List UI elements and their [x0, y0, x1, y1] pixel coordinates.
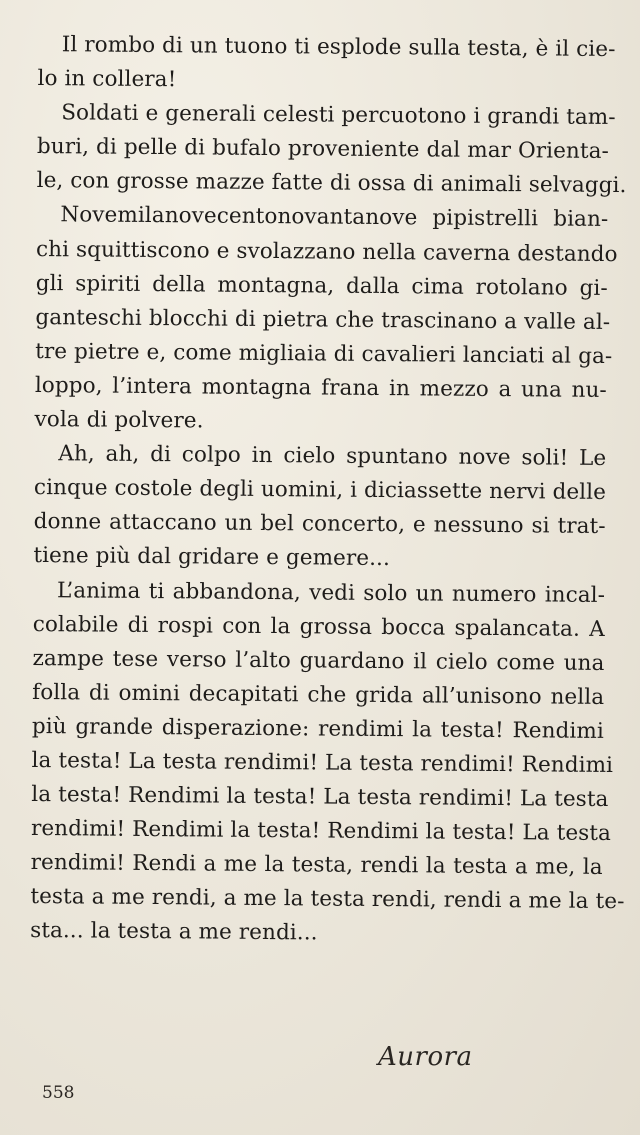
text-line: loppo, l’intera montagna frana in mezzo a una nu-	[34, 372, 607, 403]
text-line: buri, di pelle di bufalo proveniente dal mar Orienta-	[36, 134, 610, 165]
text-line: sta... la testa a me rendi...	[30, 918, 318, 946]
text-line: gli spiriti della montagna, dalla cima rotolano gi-	[35, 270, 608, 301]
text-line: cinque costole degli uomini, i diciassette nervi delle	[33, 475, 607, 506]
text-line: rendimi! Rendimi la testa! Rendimi la testa! La testa	[30, 816, 612, 847]
text-line: tiene più dal gridare e gemere...	[33, 543, 391, 572]
text-line: Soldati e generali celesti percuotono i grandi tam-	[61, 100, 616, 131]
text-line: Il rombo di un tuono ti esplode sulla testa, è il cie-	[61, 32, 616, 63]
text-line: ganteschi blocchi di pietra che trascinano a valle al-	[35, 304, 611, 335]
text-line: Novemilanovecentonovantanove pipistrelli bian-	[60, 202, 609, 233]
text-line: colabile di rospi con la grossa bocca spalancata. A	[32, 611, 605, 642]
body-text	[30, 28, 627, 953]
text-line: le, con grosse mazze fatte di ossa di animali selvaggi.	[36, 168, 627, 199]
publisher-mark: Aurora	[378, 1042, 473, 1072]
text-line: L’anima ti abbandona, vedi solo un numero incal-	[56, 577, 606, 608]
text-line: la testa! La testa rendimi! La testa rendimi! Rendimi	[31, 747, 614, 779]
text-line: lo in collera!	[37, 66, 177, 93]
text-line: testa a me rendi, a me la testa rendi, rendi a me la te-	[30, 884, 625, 915]
text-line: zampe tese verso l’alto guardano il cielo come una	[32, 645, 605, 676]
text-line: vola di polvere.	[34, 407, 204, 434]
text-line: rendimi! Rendi a me la testa, rendi la testa a me, la	[30, 850, 603, 881]
text-line: chi squittiscono e svolazzano nella caverna destando	[35, 236, 618, 267]
text-line: folla di omini decapitati che grida all’unisono nella	[32, 679, 605, 710]
page-number: 558	[42, 1083, 75, 1103]
text-line: Ah, ah, di colpo in cielo spuntano nove soli! Le	[58, 441, 607, 472]
text-line: tre pietre e, come migliaia di cavalieri lanciati al ga-	[35, 338, 613, 369]
text-line: la testa! Rendimi la testa! La testa rendimi! La testa	[31, 782, 609, 813]
text-line: donne attaccano un bel concerto, e nessuno si trat-	[33, 509, 606, 540]
text-line: più grande disperazione: rendimi la testa! Rendimi	[31, 713, 604, 744]
